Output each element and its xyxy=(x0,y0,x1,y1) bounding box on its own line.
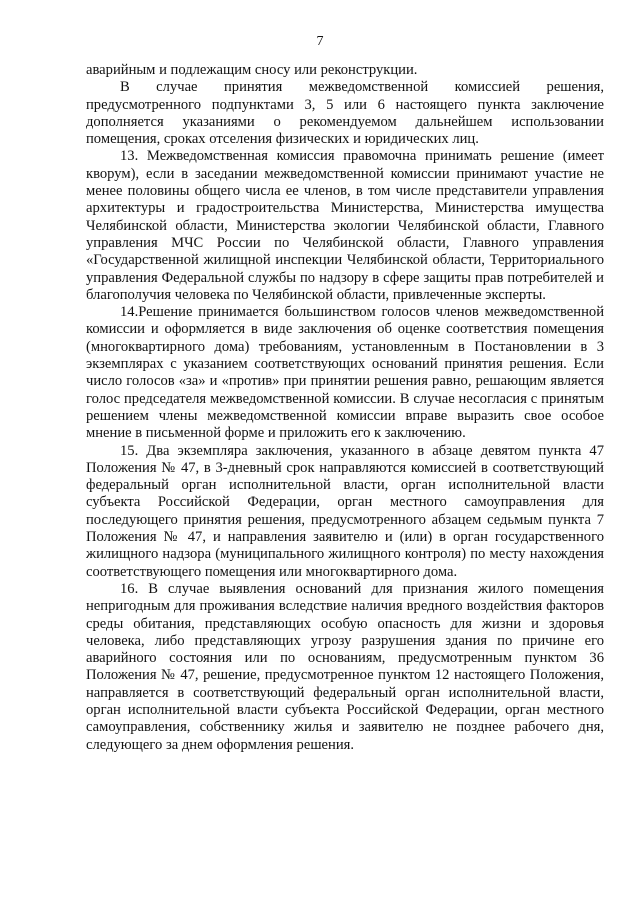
document-body xyxy=(86,62,604,754)
paragraph-16-unfit-housing: 16. В случае выявления оснований для признания жилого помещения непригодным для проживания вследствие наличия вредного воздействия факторов среды обитания, представляющих особую опасность для жизни и здоровья человека, либо представляющих угрозу разрушения здания по причине его аварийного состояния или по основаниям, предусмотренным пунктом 36 Положения № 47, решение, предусмотренное пунктом 12 настоящего Положения, направляется в соответствующий федеральный орган исполнительной власти, орган исполнительной власти субъекта Российской Федерации, орган местного самоуправления, собственнику жилья и заявителю не позднее рабочего дня, следующего за днем оформления решения. xyxy=(86,580,604,753)
paragraph-decision-supplement: В случае принятия межведомственной комиссией решения, предусмотренного подпунктами 3, 5 или 6 настоящего пункта заключение дополняется указаниями о рекомендуемом дальнейшем использовании помещения, сроках отселения физических и юридических лиц. xyxy=(86,79,604,148)
page-number: 7 xyxy=(316,34,324,49)
paragraph-15-copies: 15. Два экземпляра заключения, указанного в абзаце девятом пункта 47 Положения № 47, в 3-дневный срок направляются комиссией в соответствующий федеральный орган исполнительной власти, орган исполнительной власти субъекта Российской Федерации, орган местного самоуправления для последующего принятия решения, предусмотренного абзацем седьмым пункта 7 Положения № 47, и направления заявителю и (или) в орган государственного жилищного надзора (муниципального жилищного контроля) по месту нахождения соответствующего помещения или многоквартирного дома. xyxy=(86,442,604,580)
paragraph-14-decision: 14.Решение принимается большинством голосов членов межведомственной комиссии и оформляется в виде заключения об оценке соответствия помещения (многоквартирного дома) требованиям, установленным в Постановлении в 3 экземплярах с указанием соответствующих оснований принятия решения. Если число голосов «за» и «против» при принятии решения равно, решающим является голос председателя межведомственной комиссии. В случае несогласия с принятым решением члены межведомственной комиссии вправе выразить свое особое мнение в письменной форме и приложить его к заключению. xyxy=(86,304,604,442)
paragraph-13-quorum: 13. Межведомственная комиссия правомочна принимать решение (имеет кворум), если в заседании межведомственной комиссии принимают участие не менее половины общего числа ее членов, в том числе представители управления архитектуры и градостроительства Министерства, Министерства имущества Челябинской области, Министерства экологии Челябинской области, Главного управления МЧС России по Челябинской области, Главного управления «Государственной жилищной инспекции Челябинской области, Территориального управления Федеральной службы по надзору в сфере защиты прав потребителей и благополучия человека по Челябинской области, привлеченные эксперты. xyxy=(86,148,604,303)
paragraph-continuation: аварийным и подлежащим сносу или реконструкции. xyxy=(86,62,418,78)
